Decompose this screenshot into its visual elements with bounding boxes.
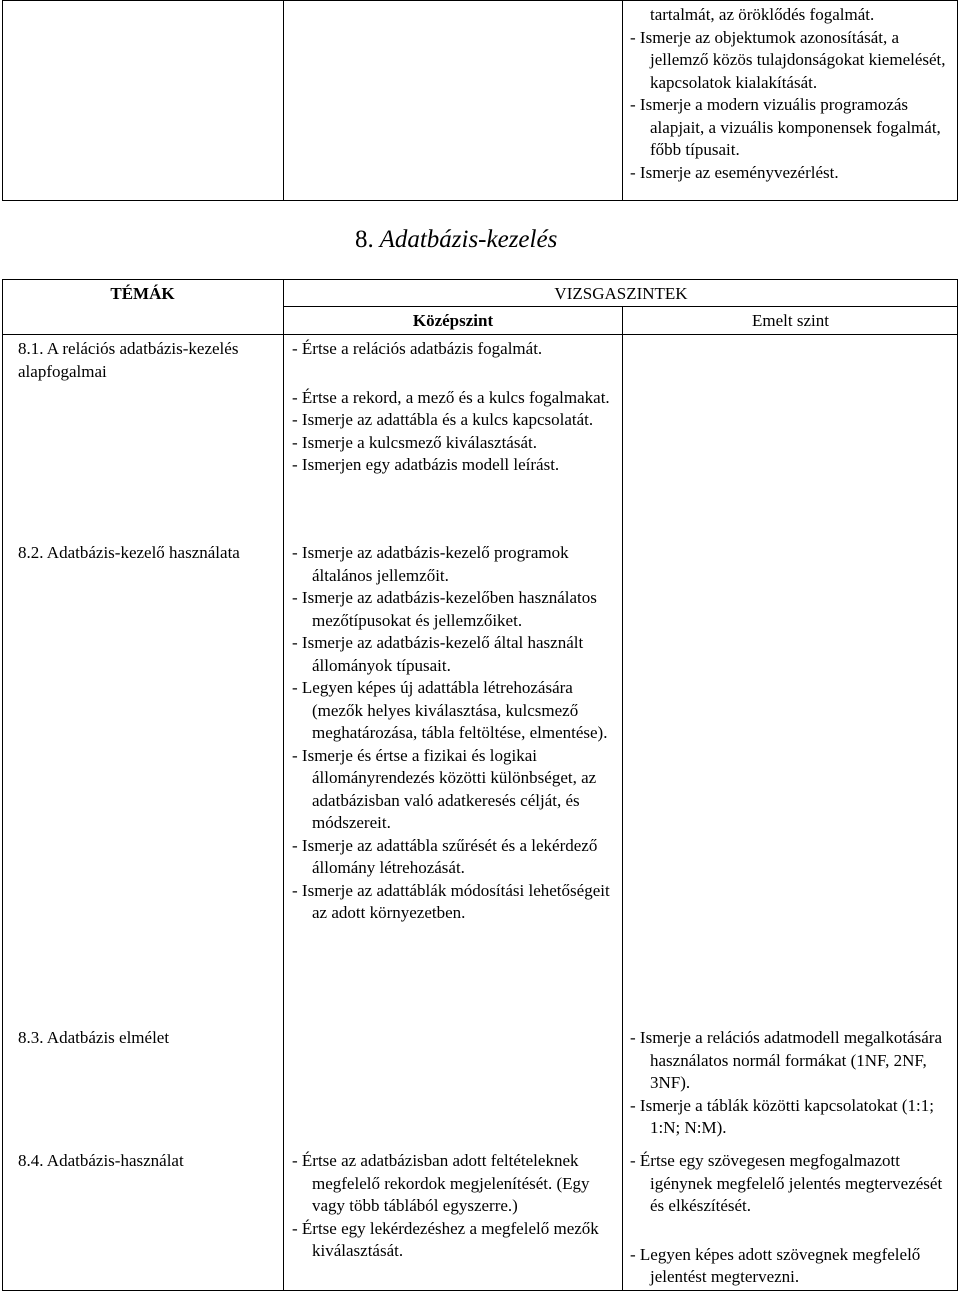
section-number: 8. xyxy=(355,226,374,253)
list-item: - Ismerje az adattábla és a kulcs kapcsolatát. xyxy=(292,410,594,429)
list-item: - Legyen képes új adattábla létrehozására (mezők helyes kiválasztása, kulcsmező meghatározása, tábla feltöltése, elmentése). xyxy=(292,678,608,742)
main-table-exam-header-rule xyxy=(283,306,958,307)
advanced-level-header: Emelt szint xyxy=(752,311,829,330)
list-item: - Ismerje az adattábla szűrését és a lekérdező állomány létrehozását. xyxy=(292,835,598,877)
list-item: - Értse a rekord, a mező és a kulcs fogalmakat. xyxy=(292,387,610,407)
row-8-2-mid-cell xyxy=(292,542,617,925)
list-item: - Ismerje és értse a fizikai és logikai állományrendezés közötti különbséget, az adatbázisban való adatkeresés célját, és módszereit. xyxy=(292,745,597,832)
row-8-1-mid-cell xyxy=(292,338,617,477)
list-item: - Legyen képes adott szövegnek megfelelő jelentést megtervezni. xyxy=(630,1244,921,1286)
list-item: - Értse a relációs adatbázis fogalmát. xyxy=(292,339,543,358)
top-table-right-border xyxy=(957,0,958,200)
list-item: - Értse egy szövegesen megfogalmazott igénynek megfelelő jelentés megtervezését és elkészítését. xyxy=(630,1151,943,1215)
top-table-divider-1 xyxy=(283,0,284,200)
section-title: Adatbázis-kezelés xyxy=(379,226,558,253)
list-item: - Ismerje az adattáblák módosítási lehetőségeit az adott környezetben. xyxy=(292,880,610,922)
top-table-continued-cell xyxy=(630,4,952,184)
list-item: - Ismerje az adatbázis-kezelő által használt állományok típusait. xyxy=(292,633,584,675)
section-heading xyxy=(355,224,557,256)
row-8-3-adv-cell xyxy=(630,1027,952,1140)
topic-8-4: 8.4. Adatbázis-használat xyxy=(18,1151,184,1170)
topic-8-1: 8.1. A relációs adatbázis-kezelés alapfogalmai xyxy=(18,339,239,381)
top-table-bottom-border xyxy=(2,200,958,201)
row-8-4-adv-cell xyxy=(630,1150,952,1289)
list-item: - Ismerje az adatbázis-kezelőben használatos mezőtípusokat és jellemzőiket. xyxy=(292,588,597,630)
main-table-left-border xyxy=(2,279,3,1291)
topics-header: TÉMÁK xyxy=(110,284,175,303)
list-item: - Ismerje az adatbázis-kezelő programok általános jellemzőit. xyxy=(292,543,569,585)
list-item: - Ismerje az objektumok azonosítását, a jellemző közös tulajdonságokat kiemelését, kapcsolatok kialakítását. xyxy=(630,27,946,92)
main-table-header-rule xyxy=(2,334,958,335)
main-table-level-divider xyxy=(622,306,623,1291)
list-item: - Ismerje a táblák közötti kapcsolatokat (1:1; 1:N; N:M). xyxy=(630,1095,935,1137)
row-8-4-mid-cell xyxy=(292,1150,617,1263)
main-table-topic-divider xyxy=(283,279,284,1291)
main-table-right-border xyxy=(957,279,958,1291)
list-item: - Ismerje az eseményvezérlést. xyxy=(630,162,839,182)
list-item: - Ismerje a relációs adatmodell megalkotására használatos normál formákat (1NF, 2NF, 3NF). xyxy=(630,1028,942,1092)
top-table-top-border xyxy=(2,0,958,1)
list-item: - Ismerje a modern vizuális programozás alapjait, a vizuális komponensek fogalmát, főbb típusait. xyxy=(630,95,941,159)
exam-levels-header: VIZSGASZINTEK xyxy=(554,284,688,303)
topic-8-3: 8.3. Adatbázis elmélet xyxy=(18,1028,170,1047)
main-table-bottom-border xyxy=(2,1290,958,1291)
top-table-left-border xyxy=(2,0,3,200)
top-table-divider-2 xyxy=(622,0,623,200)
list-item: tartalmát, az öröklődés fogalmát. xyxy=(650,5,875,24)
mid-level-header: Középszint xyxy=(412,311,494,330)
main-table-top-border xyxy=(2,279,958,280)
topic-8-2: 8.2. Adatbázis-kezelő használata xyxy=(18,543,240,562)
list-item: - Értse az adatbázisban adott feltételeknek megfelelő rekordok megjelenítését. (Egy vagy több táblából egyszerre.) xyxy=(292,1151,590,1215)
list-item: - Ismerje a kulcsmező kiválasztását. xyxy=(292,432,537,452)
list-item: - Ismerjen egy adatbázis modell leírást. xyxy=(292,455,560,474)
list-item: - Értse egy lekérdezéshez a megfelelő mezők kiválasztását. xyxy=(292,1218,599,1260)
